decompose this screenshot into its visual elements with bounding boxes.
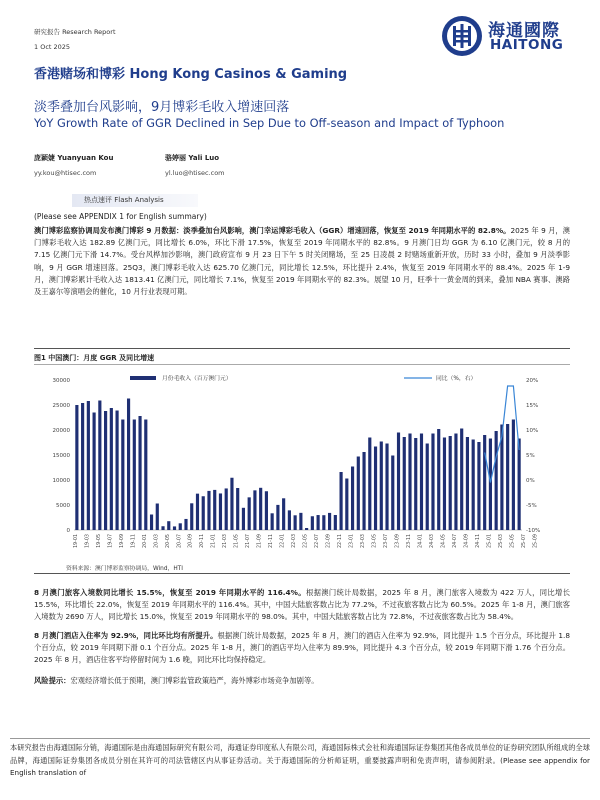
ggr-bar — [518, 439, 521, 531]
right-axis-tick-label: -10% — [526, 528, 541, 534]
ggr-bar — [98, 401, 101, 531]
ggr-bar — [357, 457, 360, 531]
left-axis-tick-label: 5000 — [56, 503, 70, 509]
ggr-bar — [93, 413, 96, 531]
x-tick-label: 23-01 — [349, 534, 355, 548]
risk-label: 风险提示： — [34, 676, 71, 685]
right-axis-tick-label: 0% — [526, 478, 535, 484]
ggr-bar — [374, 447, 377, 531]
ggr-bar — [156, 504, 159, 531]
paragraph-ggr-lead: 澳门博彩监察协调局发布澳门博彩 9 月数据：淡季叠加台风影响，澳门幸运博彩毛收入（GGR）增速回落，恢复至 2019 年同期水平的 82.8%。 — [34, 226, 511, 235]
author-name-2: 骆婷丽 Yali Luo — [165, 154, 220, 162]
ggr-bar — [334, 515, 337, 530]
right-axis-tick-label: 10% — [526, 428, 539, 434]
ggr-bar — [391, 456, 394, 531]
x-tick-label: 22-11 — [338, 534, 344, 548]
left-axis-tick-label: 10000 — [52, 478, 70, 484]
ggr-bar — [81, 403, 84, 530]
author-email-2[interactable]: yl.luo@htisec.com — [165, 169, 225, 177]
ggr-bar — [328, 513, 331, 530]
logo-chinese-text: 海通國際 — [488, 21, 560, 41]
x-tick-label: 19-03 — [85, 534, 91, 548]
ggr-bar — [161, 526, 164, 530]
ggr-bar — [437, 429, 440, 530]
ggr-bar — [104, 411, 107, 530]
figure-title: 图1 中国澳门：月度 GGR 及同比增速 — [34, 354, 155, 362]
x-tick-label: 20-07 — [177, 534, 183, 548]
ggr-bar — [489, 439, 492, 531]
ggr-bar — [322, 515, 325, 530]
ggr-bar — [219, 493, 222, 530]
haitong-emblem-icon — [440, 14, 484, 58]
ggr-bar — [230, 478, 233, 530]
ggr-bar — [385, 444, 388, 531]
x-tick-label: 20-01 — [142, 534, 148, 548]
ggr-chart — [34, 368, 570, 560]
ggr-bar — [403, 437, 406, 530]
x-tick-label: 23-03 — [361, 534, 367, 549]
x-tick-label: 25-03 — [498, 534, 504, 548]
right-axis-tick-label: 5% — [526, 453, 535, 459]
right-axis-tick-label: -5% — [526, 503, 537, 509]
right-axis-tick-label: 15% — [526, 403, 539, 409]
ggr-bar — [133, 420, 136, 531]
risk-warning — [34, 676, 319, 686]
paragraph-hotel-lead: 8 月澳门酒店入住率为 92.9%，同比环比均有所提升。 — [34, 631, 218, 640]
report-title-cn: 淡季叠加台风影响，9月博彩毛收入增速回落 — [34, 100, 290, 115]
left-axis-tick-label: 30000 — [52, 378, 70, 384]
paragraph-visitors — [34, 587, 570, 624]
x-tick-label: 21-09 — [257, 534, 263, 548]
paragraph-hotel — [34, 630, 570, 667]
x-tick-label: 23-05 — [372, 533, 378, 548]
ggr-bar — [483, 435, 486, 530]
ggr-bar — [276, 505, 279, 530]
ggr-bar — [196, 494, 199, 530]
x-tick-label: 23-07 — [384, 533, 389, 548]
ggr-bar — [460, 429, 463, 531]
ggr-bar — [150, 515, 153, 531]
author-name-1: 庞颖婕 Yuanyuan Kou — [34, 154, 114, 162]
appendix-note: (Please see APPENDIX 1 for English summary) — [34, 212, 207, 221]
ggr-bar — [311, 516, 314, 530]
x-tick-label: 25-07 — [521, 534, 527, 548]
ggr-bar — [317, 515, 320, 530]
x-tick-label: 24-05 — [441, 534, 447, 548]
paragraph-ggr-body: 2025 年 9 月，澳门博彩毛收入达 182.89 亿澳门元，同比增长 6.0%，环比下滑 17.5%，恢复至 2019 年同期水平的 82.8%。9 月澳门日均 GGR 为 6.10 亿澳门元，较 8 月的 7.15 亿澳门元下滑 14.7%。受台风桦加沙影响，澳门政府宣布 9 月 23 日下午 5 时关闭赌场，至 25 日凌晨 2 时赌场重新开放，历时 33 小时，叠加 9 月淡季影响，9 月 GGR 增速回落。25Q3，澳门博彩毛收入达 625.70 亿澳门元，同比增长 12.5%，环比提升 2.4%，恢复至 2019 年同期水平的 88.4%。2025 年 1-9 月，澳门博彩累计毛收入达 1813.41 亿澳门元，同比增长 7.1%，恢复至 2019 年同期水平的 82.3%。展望 10 月，旺季十一黄金周的到来，叠加 NBA 赛事、澳路及王嘉尔等演唱会的催化，10 月行业表现可期。 — [34, 226, 571, 297]
report-type-label: 研究报告 Research Report — [34, 28, 116, 36]
ggr-bar — [380, 442, 383, 531]
x-tick-label: 25-05 — [510, 534, 516, 548]
x-tick-label: 22-01 — [280, 533, 286, 548]
x-tick-label: 21-07 — [246, 534, 252, 548]
figure-source: 资料来源：澳门博彩监察协调局，Wind，HTI — [66, 566, 183, 572]
ggr-bar — [179, 523, 182, 530]
x-tick-label: 24-11 — [475, 533, 481, 548]
x-tick-label: 19-05 — [96, 533, 102, 548]
ggr-bar — [236, 488, 239, 530]
ggr-bar — [431, 434, 434, 531]
flash-analysis-tag: 热点速评 Flash Analysis — [84, 196, 164, 204]
x-tick-label: 23-09 — [395, 533, 401, 548]
ggr-bar — [144, 420, 147, 531]
ggr-bar — [477, 442, 480, 530]
paragraph-visitors-body: 根据澳门统计局数据，2025 年 8 月，澳门旅客入境数为 422 万人，同比增长 15.5%，环比增长 22.0%，恢复至 2019 年同期水平的 116.4%。其中，中国大陆旅客数占比为 77.2%，不过夜旅客数占比为 60.5%。2025 年 1-8 月，澳门旅客入境数为 2690 万人，同比增长 15.0%，恢复至 2019 年同期水平的 98.0%。其中，中国大陆旅客数占比为 72.8%，不过夜旅客数占比为 58.4%。 — [34, 588, 570, 622]
x-tick-label: 20-03 — [154, 534, 160, 548]
ggr-bar — [305, 528, 308, 530]
left-axis-tick-label: 15000 — [52, 453, 70, 459]
ggr-bar — [426, 444, 429, 531]
legend-bar-label: 月份毛收入（百万澳门元） — [162, 376, 232, 382]
x-tick-label: 19-09 — [119, 533, 125, 548]
figure-title-rule — [34, 364, 570, 365]
disclaimer: 本研究报告由海通国际分销，海通国际是由海通国际研究有限公司，海通证券印度私人有限公司，海通国际株式会社和海通国际证券集团其他各成员单位的证券研究团队所组成的全球品牌，海通国际证券集团各成员分别在其许可的司法管辖区内从事证券活动。关于海通国际的分析师证明，重要披露声明和免责声明，请参阅附录。(Please see appendix for English translation of — [10, 743, 590, 777]
ggr-bar — [253, 490, 256, 530]
x-tick-label: 21-01 — [211, 533, 217, 548]
x-tick-label: 24-07 — [452, 533, 458, 548]
ggr-bar — [443, 438, 446, 531]
x-tick-label: 25-09 — [533, 534, 539, 548]
footer-rule — [10, 738, 590, 739]
ggr-bar — [345, 479, 348, 531]
ggr-bar — [213, 490, 216, 530]
logo-english-text: HAITONG — [490, 37, 564, 53]
right-axis-tick-label: 20% — [526, 378, 539, 384]
ggr-bar — [167, 521, 170, 530]
ggr-bar — [75, 405, 78, 530]
x-tick-label: 19-01 — [73, 534, 79, 548]
ggr-bar — [294, 515, 297, 530]
ggr-bar — [225, 488, 228, 530]
ggr-bar — [110, 408, 113, 530]
author-email-1[interactable]: yy.kou@htisec.com — [34, 169, 97, 177]
ggr-bar — [207, 491, 210, 530]
ggr-bar — [138, 416, 141, 530]
x-tick-label: 19-11 — [131, 533, 137, 548]
x-tick-label: 19-07 — [108, 533, 114, 548]
legend-bar-swatch — [130, 376, 156, 380]
ggr-bar — [299, 513, 302, 530]
x-tick-label: 24-03 — [430, 534, 435, 548]
left-axis-tick-label: 25000 — [52, 403, 70, 409]
ggr-bar — [202, 496, 205, 530]
ggr-bar — [184, 519, 187, 530]
ggr-bar — [248, 497, 251, 530]
x-tick-label: 24-09 — [464, 533, 470, 548]
x-tick-label: 22-03 — [292, 533, 298, 548]
x-tick-label: 22-05 — [303, 533, 309, 548]
ggr-bar — [190, 503, 193, 530]
x-tick-label: 20-05 — [165, 534, 171, 548]
left-axis-tick-label: 20000 — [52, 428, 70, 434]
ggr-bar — [368, 438, 371, 531]
ggr-bar — [449, 436, 452, 530]
x-tick-label: 23-11 — [407, 534, 412, 548]
ggr-bar — [420, 434, 423, 531]
x-tick-label: 20-09 — [188, 533, 194, 548]
ggr-bar — [466, 437, 469, 530]
x-tick-label: 21-05 — [234, 534, 240, 548]
x-tick-label: 20-11 — [200, 533, 206, 548]
ggr-bar — [282, 498, 285, 530]
ggr-bar — [288, 510, 291, 530]
paragraph-ggr — [34, 225, 570, 298]
haitong-logo — [440, 14, 590, 58]
x-tick-label: 22-07 — [315, 533, 321, 548]
ggr-bar — [397, 433, 400, 531]
ggr-bar — [472, 440, 475, 531]
ggr-bar — [87, 401, 90, 530]
ggr-bar — [339, 472, 342, 530]
ggr-bar — [495, 431, 498, 530]
paragraph-visitors-lead: 8 月澳门旅客入境数同比增长 15.5%，恢复至 2019 年同期水平的 116.4%。 — [34, 588, 306, 597]
x-tick-label: 22-09 — [326, 534, 332, 548]
figure-top-rule — [34, 348, 570, 349]
figure-bottom-rule — [34, 573, 570, 574]
ggr-bar — [408, 434, 411, 531]
ggr-bar — [512, 420, 515, 531]
left-axis-tick-label: 0 — [66, 528, 70, 534]
ggr-bar — [173, 526, 176, 530]
x-tick-label: 25-01 — [487, 533, 493, 548]
ggr-bar — [242, 508, 245, 530]
ggr-bar — [271, 513, 274, 530]
ggr-bar — [351, 467, 354, 531]
x-tick-label: 21-11 — [269, 534, 275, 548]
ggr-bar — [265, 491, 268, 530]
x-tick-label: 21-03 — [223, 533, 229, 548]
report-title-en: YoY Growth Rate of GGR Declined in Sep Due to Off-season and Impact of Typhoon — [34, 116, 505, 130]
sector-heading: 香港赌场和博彩 Hong Kong Casinos & Gaming — [34, 67, 348, 82]
paragraph-hotel-body: 根据澳门统计局数据，2025 年 8 月，澳门的酒店入住率为 92.9%，同比提升 1.5 个百分点，环比提升 1.8 个百分点，较 2019 年同期下滑 0.1 个百分点。2025 年 1-8 月，澳门的酒店平均入住率为 89.9%，同比提升 4.3 个百分点，较 2019 年同期下滑 1.76 个百分点。2025 年 8 月，酒店住客平均停留时间为 1.6 晚，同比环比均保持稳定。 — [34, 631, 570, 665]
risk-text: 宏观经济增长低于预期，澳门博彩监管政策趋严，海外博彩市场竞争加剧等。 — [70, 676, 319, 685]
ggr-bar — [115, 411, 118, 531]
legend-line-label: 同比（%，右） — [436, 376, 477, 382]
ggr-bar — [127, 399, 130, 531]
ggr-bar — [259, 488, 262, 530]
ggr-bar — [506, 424, 509, 530]
x-tick-label: 24-01 — [418, 534, 424, 548]
ggr-bar — [121, 420, 124, 531]
ggr-bar — [414, 438, 417, 530]
ggr-bar — [362, 452, 365, 530]
ggr-bar — [454, 434, 457, 531]
report-date: 1 Oct 2025 — [34, 43, 71, 51]
